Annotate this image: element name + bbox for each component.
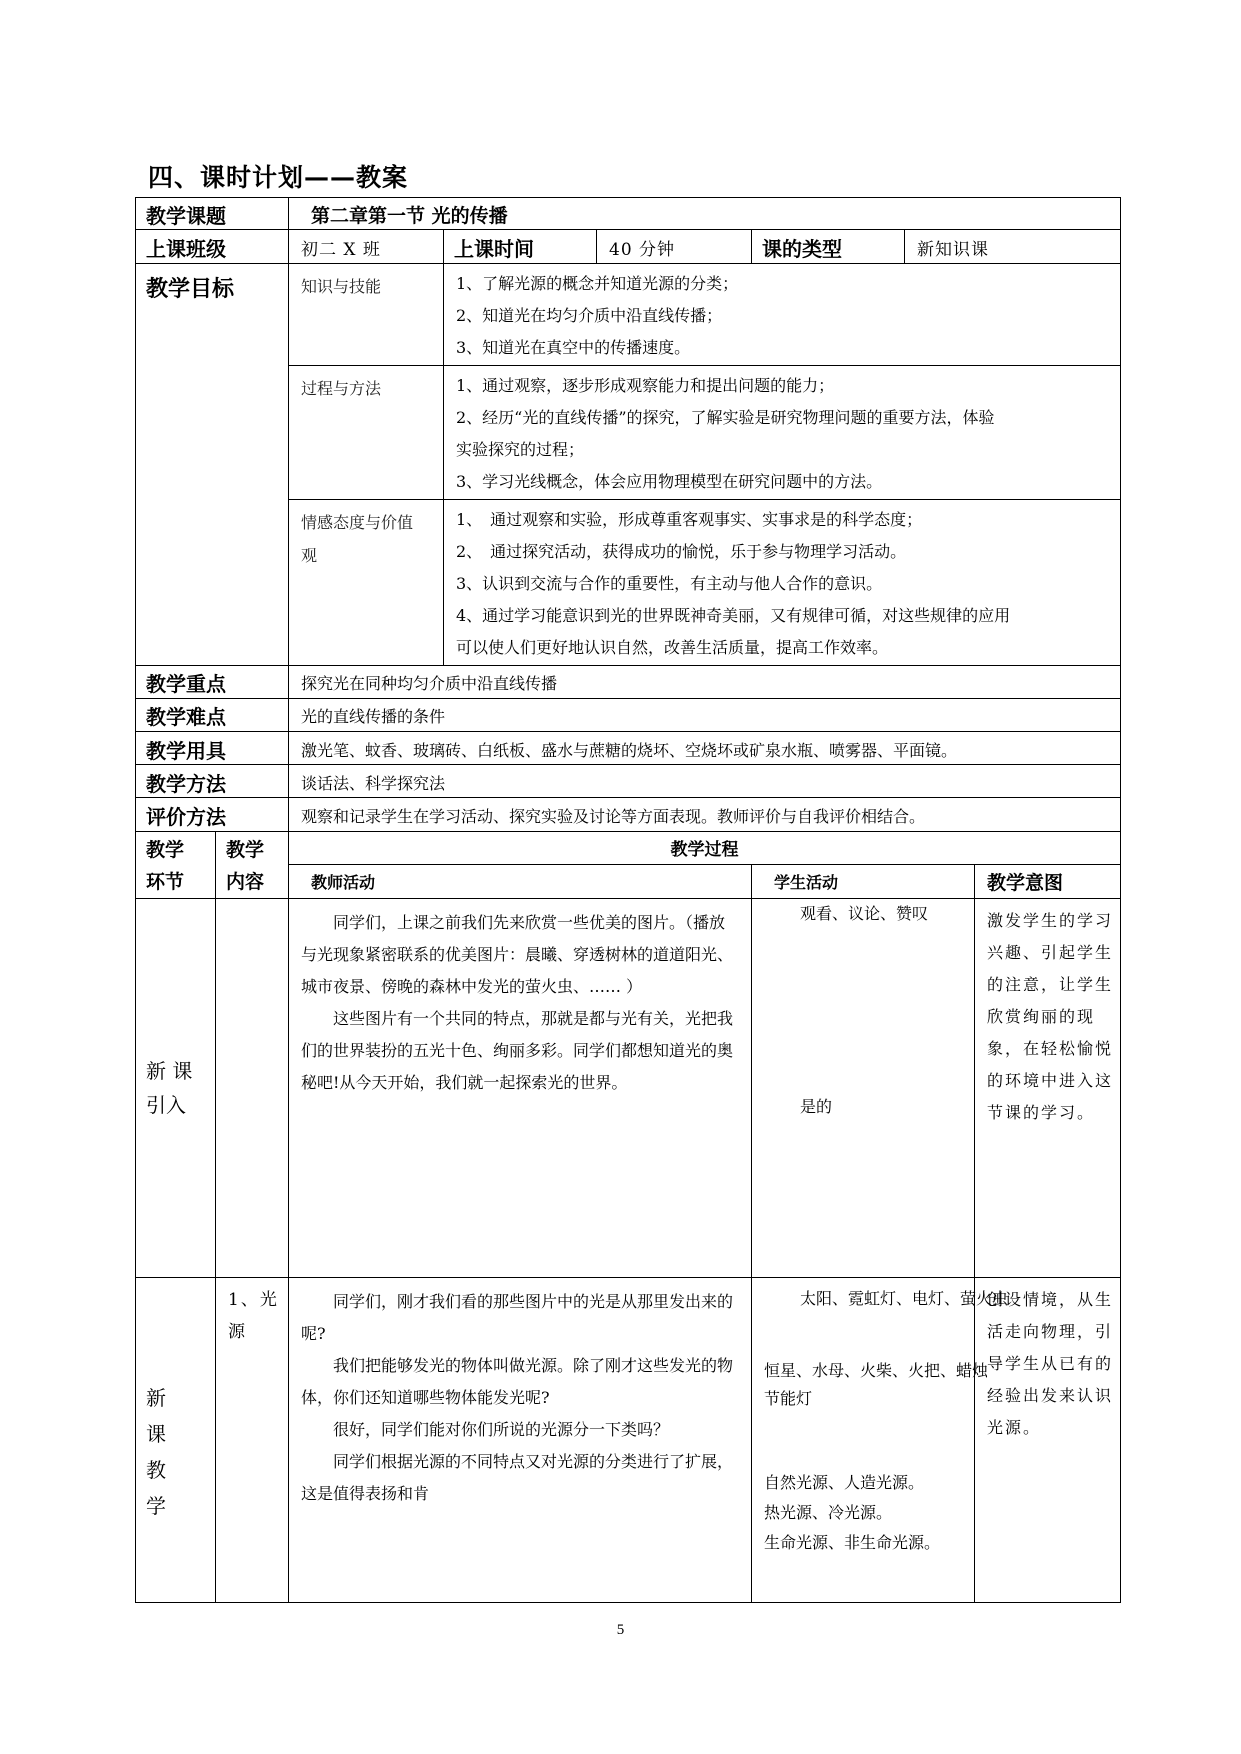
stage-intro-line: 新 课 <box>146 1059 193 1084</box>
tools-value: 激光笔、蚊香、玻璃砖、白纸板、盛水与蔗糖的烧坏、空烧坏或矿泉水瓶、喷雾器、平面镜。 <box>289 732 1121 765</box>
objective-line: 2、经历“光的直线传播”的探究，了解实验是研究物理问题的重要方法，体验 <box>456 407 995 427</box>
content-intro <box>216 898 289 1277</box>
topic-value: 第二章第一节 光的传播 <box>289 198 1121 230</box>
student-response: 生命光源、非生命光源。 <box>764 1533 941 1553</box>
objective-line: 3、知道光在真空中的传播速度。 <box>456 338 691 358</box>
class-label: 上课班级 <box>136 230 289 264</box>
content-header-line: 内容 <box>226 870 265 893</box>
stage-intro-line: 引入 <box>146 1093 186 1118</box>
teacher-paragraph: 我们把能够发光的物体叫做光源。除了刚才这些发光的物体，你们还知道哪些物体能发光呢? <box>301 1356 734 1408</box>
stage-new-lesson <box>136 1278 216 1603</box>
intent-header: 教学意图 <box>975 864 1121 898</box>
teacher-activity-light-source <box>289 1278 752 1603</box>
page-heading: 四、课时计划——教案 <box>148 163 409 192</box>
student-response: 恒星、水母、火柴、火把、蜡烛 <box>764 1361 989 1381</box>
objective-line: 1、 通过观察和实验，形成尊重客观事实、实事求是的科学态度； <box>456 509 923 529</box>
class-value: 初二 X 班 <box>289 230 444 264</box>
focus-label: 教学重点 <box>136 665 289 698</box>
student-response: 热光源、冷光源。 <box>764 1503 893 1523</box>
content-light-source: 1、光源 <box>216 1278 289 1603</box>
objectives-label: 教学目标 <box>136 264 289 665</box>
evaluation-value: 观察和记录学生在学习活动、探究实验及讨论等方面表现。教师评价与自我评价相结合。 <box>289 798 1121 831</box>
student-activity-intro <box>752 898 975 1277</box>
student-activity-header: 学生活动 <box>752 864 975 898</box>
stage-char: 教 <box>146 1458 166 1483</box>
process-header: 教学过程 <box>289 831 1121 864</box>
objective-group-name: 知识与技能 <box>289 264 444 366</box>
content-header-line: 教学 <box>226 838 265 861</box>
objective-line: 可以使人们更好地认识自然，改善生活质量，提高工作效率。 <box>456 637 889 657</box>
teacher-activity-intro <box>289 898 752 1277</box>
focus-value: 探究光在同种均匀介质中沿直线传播 <box>289 665 1121 698</box>
objective-line: 实验探究的过程； <box>456 439 585 459</box>
intent-light-source: 创设情境，从生活走向物理，引导学生从已有的经验出发来认识光源。 <box>975 1278 1121 1603</box>
time-value: 40 分钟 <box>597 230 752 264</box>
student-response: 观看、议论、赞叹 <box>800 903 929 923</box>
objective-group-name-line: 观 <box>301 545 318 565</box>
stage-header <box>136 831 216 898</box>
objective-group-name: 过程与方法 <box>289 365 444 499</box>
difficulty-value: 光的直线传播的条件 <box>289 698 1121 731</box>
stage-char: 课 <box>146 1422 166 1447</box>
intent-intro: 激发学生的学习兴趣、引起学生的注意，让学生欣赏绚丽的现象，在轻松愉悦的环境中进入这节课的学习。 <box>975 898 1121 1277</box>
teacher-paragraph: 同学们，刚才我们看的那些图片中的光是从那里发出来的呢? <box>301 1292 734 1344</box>
objective-line: 2、 通过探究活动，获得成功的愉悦，乐于参与物理学习活动。 <box>456 541 907 561</box>
objective-lines <box>444 365 1121 499</box>
teacher-paragraph: 这些图片有一个共同的特点，那就是都与光有关，光把我们的世界装扮的五光十色、绚丽多彩。同学们都想知道光的奥秘吧!从今天开始，我们就一起探索光的世界。 <box>301 1008 734 1092</box>
stage-intro <box>136 898 216 1277</box>
objective-line: 3、认识到交流与合作的重要性，有主动与他人合作的意识。 <box>456 573 883 593</box>
student-response: 自然光源、人造光源。 <box>764 1473 925 1493</box>
stage-header-line: 环节 <box>146 870 185 893</box>
stage-header-line: 教学 <box>146 838 185 861</box>
evaluation-label: 评价方法 <box>136 798 289 831</box>
difficulty-label: 教学难点 <box>136 698 289 731</box>
student-response: 太阳、霓虹灯、电灯、萤火虫 <box>800 1289 1009 1309</box>
objective-line: 2、知道光在均匀介质中沿直线传播； <box>456 306 723 326</box>
method-value: 谈话法、科学探究法 <box>289 765 1121 798</box>
content-header <box>216 831 289 898</box>
objective-line: 4、通过学习能意识到光的世界既神奇美丽，又有规律可循，对这些规律的应用 <box>456 605 1011 625</box>
teacher-activity-header: 教师活动 <box>289 864 752 898</box>
lesson-type-value: 新知识课 <box>905 230 1121 264</box>
time-label: 上课时间 <box>444 230 597 264</box>
teacher-paragraph: 同学们，上课之前我们先来欣赏一些优美的图片。（播放与光现象紧密联系的优美图片：晨曦、穿透树林的道道阳光、城市夜景、傍晚的森林中发光的萤火虫、…… ） <box>301 912 734 996</box>
teacher-paragraph: 同学们根据光源的不同特点又对光源的分类进行了扩展，这是值得表扬和肯 <box>301 1452 734 1504</box>
tools-label: 教学用具 <box>136 732 289 765</box>
objective-line: 1、通过观察，逐步形成观察能力和提出问题的能力； <box>456 375 835 395</box>
objective-line: 3、学习光线概念，体会应用物理模型在研究问题中的方法。 <box>456 471 883 491</box>
student-response: 节能灯 <box>764 1389 813 1409</box>
topic-label: 教学课题 <box>136 198 289 230</box>
student-activity-light-source <box>752 1278 1009 1603</box>
student-response: 是的 <box>800 1096 833 1116</box>
objective-lines <box>444 499 1121 665</box>
method-label: 教学方法 <box>136 765 289 798</box>
stage-char: 新 <box>146 1386 166 1411</box>
objective-line: 1、了解光源的概念并知道光源的分类； <box>456 274 739 294</box>
objective-group-name <box>289 499 444 665</box>
lesson-type-label: 课的类型 <box>752 230 905 264</box>
stage-char: 学 <box>146 1494 166 1519</box>
teacher-paragraph: 很好，同学们能对你们所说的光源分一下类吗？ <box>333 1420 670 1440</box>
objective-lines <box>444 264 1121 366</box>
objective-group-name-line: 情感态度与价值 <box>301 512 414 532</box>
page-number: 5 <box>616 1622 625 1638</box>
lesson-plan-table <box>135 197 1121 1603</box>
